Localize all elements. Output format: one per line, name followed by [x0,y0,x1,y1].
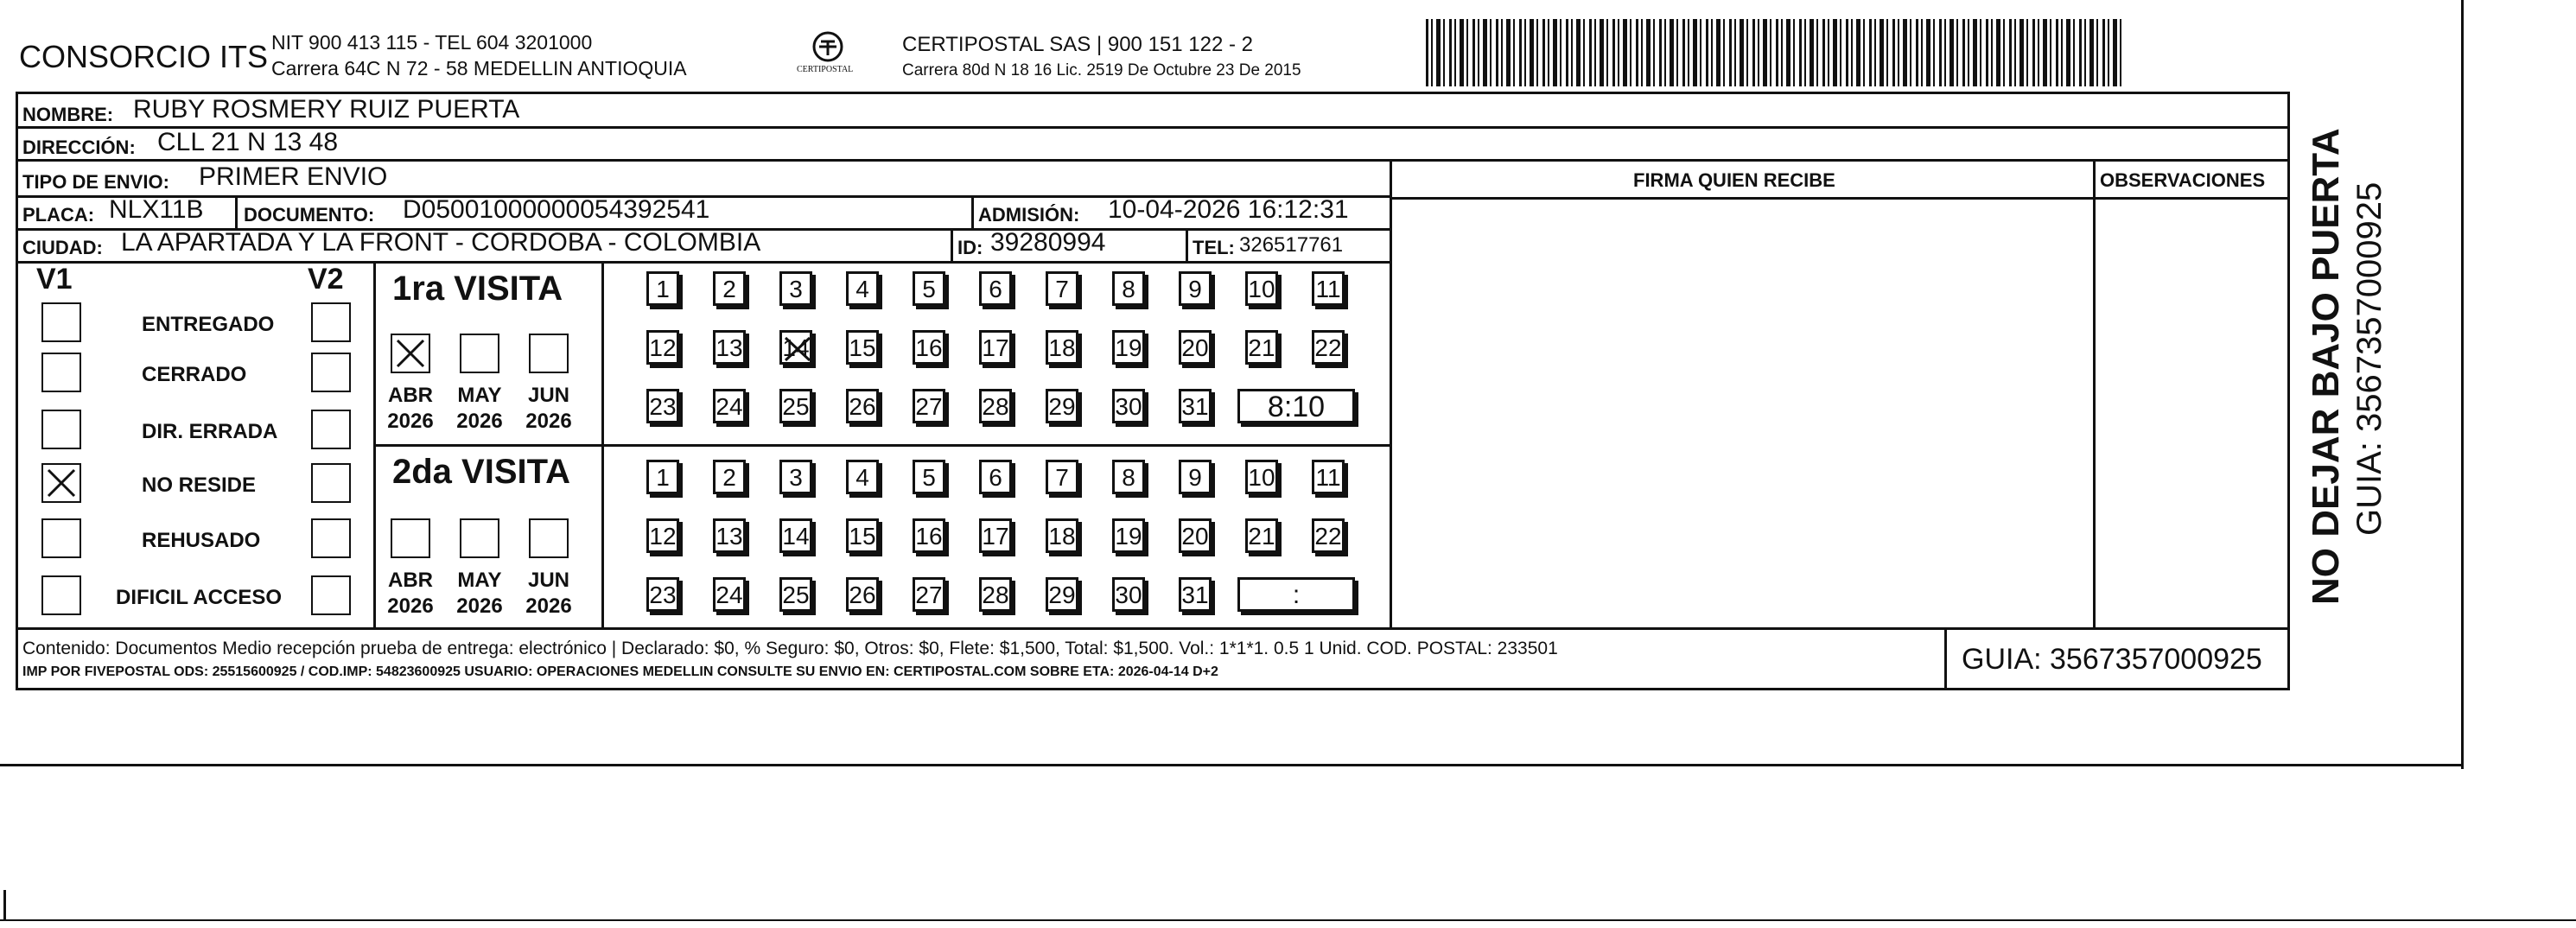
first-month-checkbox-may[interactable] [460,334,499,373]
first-month-checkbox-abr[interactable] [391,334,430,373]
first-day-16[interactable]: 16 [913,330,945,365]
v1-checkbox-dificil-acceso[interactable] [41,575,81,615]
second-day-15[interactable]: 15 [846,518,879,553]
guia-box-divider [1944,627,1947,688]
second-day-19[interactable]: 19 [1112,518,1145,553]
row-line-5 [16,261,1390,264]
second-day-8[interactable]: 8 [1112,460,1145,494]
first-day-8[interactable]: 8 [1112,271,1145,306]
ciudad-value: LA APARTADA Y LA FRONT - CORDOBA - COLOMBIA [121,228,761,257]
id-value: 39280994 [990,228,1106,257]
first-day-19[interactable]: 19 [1112,330,1145,365]
first-day-3[interactable]: 3 [779,271,812,306]
first-month-checkbox-jun[interactable] [529,334,569,373]
tipo-envio-label: TIPO DE ENVIO: [22,171,169,193]
first-day-4[interactable]: 4 [846,271,879,306]
company-address: Carrera 64C N 72 - 58 MEDELLIN ANTIOQUIA [271,57,687,79]
certipostal-address: Carrera 80d N 18 16 Lic. 2519 De Octubre 23 De 2015 [902,61,1301,79]
admision-label: ADMISIÓN: [978,204,1080,226]
status-label-entregado: ENTREGADO [142,313,275,336]
documento-label: DOCUMENTO: [244,204,375,226]
certipostal-line: CERTIPOSTAL SAS | 900 151 122 - 2 [902,33,1253,56]
second-day-9[interactable]: 9 [1179,460,1212,494]
v1-checkbox-dir-errada[interactable] [41,410,81,449]
visits-divider [373,444,1390,447]
second-month-label-abr: ABR [388,569,433,592]
placa-label: PLACA: [22,204,95,226]
first-visit-title: 1ra VISITA [392,270,563,308]
second-day-26[interactable]: 26 [846,577,879,612]
first-day-2[interactable]: 2 [713,271,746,306]
row-line-2 [16,159,2290,162]
second-day-30[interactable]: 30 [1112,577,1145,612]
company-name: CONSORCIO ITS [19,39,269,74]
placa-divider [235,195,238,228]
nombre-label: NOMBRE: [22,104,114,125]
second-day-25[interactable]: 25 [779,577,812,612]
second-day-17[interactable]: 17 [979,518,1012,553]
firma-header: FIRMA QUIEN RECIBE [1633,169,1835,191]
first-day-14[interactable]: 14 [779,330,812,365]
second-day-4[interactable]: 4 [846,460,879,494]
second-day-31[interactable]: 31 [1179,577,1212,612]
first-year-label-may: 2026 [456,410,503,433]
second-day-28[interactable]: 28 [979,577,1012,612]
scan-bottom-edge [0,919,2576,921]
second-day-29[interactable]: 29 [1046,577,1078,612]
status-label-dir-errada: DIR. ERRADA [142,420,278,443]
first-day-5[interactable]: 5 [913,271,945,306]
ciudad-label: CIUDAD: [22,237,103,258]
v2-checkbox-dir-errada[interactable] [311,410,351,449]
second-month-checkbox-abr[interactable] [391,518,430,558]
first-day-31[interactable]: 31 [1179,389,1212,423]
id-divider [951,228,953,261]
second-month-checkbox-jun[interactable] [529,518,569,558]
row-line-footer [16,627,2290,630]
first-day-24[interactable]: 24 [713,389,746,423]
footer-contenido: Contenido: Documentos Medio recepción prueba de entrega: electrónico | Declarado: $0, % Seguro: $0, Otros: $0, Flete: $1,500, Total: $1,500. Vol.: 1*1*1. 0.5 1 Unid. COD. POSTAL: 233501 [22,639,1558,658]
first-day-20[interactable]: 20 [1179,330,1212,365]
first-month-label-abr: ABR [388,384,433,407]
second-day-24[interactable]: 24 [713,577,746,612]
status-label-rehusado: REHUSADO [142,529,261,552]
tel-label: TEL: [1193,237,1235,258]
second-time-box[interactable]: : [1237,577,1355,612]
second-day-13[interactable]: 13 [713,518,746,553]
second-year-label-abr: 2026 [387,594,434,618]
second-day-1[interactable]: 1 [646,460,679,494]
first-day-21[interactable]: 21 [1245,330,1278,365]
second-day-18[interactable]: 18 [1046,518,1078,553]
frame-bottom [16,688,2290,690]
v1-checkbox-no-reside[interactable] [41,463,81,503]
v2-checkbox-entregado[interactable] [311,302,351,342]
second-day-16[interactable]: 16 [913,518,945,553]
first-day-22[interactable]: 22 [1312,330,1345,365]
first-day-10[interactable]: 10 [1245,271,1278,306]
row-line-1 [16,126,2290,129]
first-day-6[interactable]: 6 [979,271,1012,306]
first-day-25[interactable]: 25 [779,389,812,423]
documento-value: D05001000000054392541 [403,195,710,224]
status-label-cerrado: CERRADO [142,363,247,386]
certipostal-logo [793,29,862,81]
placa-value: NLX11B [109,195,204,224]
second-day-20[interactable]: 20 [1179,518,1212,553]
first-day-23[interactable]: 23 [646,389,679,423]
first-month-label-may: MAY [457,384,502,407]
second-day-5[interactable]: 5 [913,460,945,494]
first-year-label-abr: 2026 [387,410,434,433]
side-warning: NO DEJAR BAJO PUERTA [2305,128,2347,605]
v1-checkbox-cerrado[interactable] [41,353,81,392]
id-label: ID: [957,237,983,258]
page-right-edge [2461,0,2464,769]
second-day-27[interactable]: 27 [913,577,945,612]
first-time-box[interactable]: 8:10 [1237,389,1355,423]
side-guia: GUIA: 3567357000925 [2350,181,2388,536]
first-day-12[interactable]: 12 [646,330,679,365]
tel-value: 326517761 [1239,233,1344,257]
v2-checkbox-dificil-acceso[interactable] [311,575,351,615]
first-day-11[interactable]: 11 [1312,271,1345,306]
first-day-7[interactable]: 7 [1046,271,1078,306]
first-day-9[interactable]: 9 [1179,271,1212,306]
frame-left [16,92,18,690]
first-day-15[interactable]: 15 [846,330,879,365]
v2-checkbox-rehusado[interactable] [311,518,351,558]
second-day-12[interactable]: 12 [646,518,679,553]
v1-label: V1 [36,263,73,296]
tipo-envio-value: PRIMER ENVIO [199,162,388,191]
row-line-3b [1390,197,2290,200]
v2-checkbox-cerrado[interactable] [311,353,351,392]
admision-value: 10-04-2026 16:12:31 [1108,195,1349,224]
scan-left-edge [3,890,6,921]
observaciones-header: OBSERVACIONES [2100,169,2266,191]
nombre-value: RUBY ROSMERY RUIZ PUERTA [133,95,520,124]
second-month-label-may: MAY [457,569,502,592]
second-visit-title: 2da VISITA [392,453,570,491]
second-day-11[interactable]: 11 [1312,460,1345,494]
second-day-3[interactable]: 3 [779,460,812,494]
footer-imp: IMP POR FIVEPOSTAL ODS: 25515600925 / COD.IMP: 54823600925 USUARIO: OPERACIONES MEDELLIN CONSULTE SU ENVIO EN: CERTIPOSTAL.COM SOBRE ETA: 2026-04-14 D+2 [22,664,1218,679]
firma-column-left [1390,159,1392,629]
first-day-1[interactable]: 1 [646,271,679,306]
first-day-28[interactable]: 28 [979,389,1012,423]
nit-line: NIT 900 413 115 - TEL 604 3201000 [271,31,593,54]
direccion-label: DIRECCIÓN: [22,137,136,158]
guia-box: GUIA: 3567357000925 [1962,643,2262,676]
second-day-10[interactable]: 10 [1245,460,1278,494]
second-day-22[interactable]: 22 [1312,518,1345,553]
direccion-value: CLL 21 N 13 48 [157,128,339,156]
first-year-label-jun: 2026 [525,410,572,433]
second-day-14[interactable]: 14 [779,518,812,553]
frame-right [2287,92,2290,690]
logo-text: CERTIPOSTAL [797,65,854,74]
second-day-7[interactable]: 7 [1046,460,1078,494]
frame-top [16,92,2290,94]
v1-checkbox-entregado[interactable] [41,302,81,342]
status-label-no-reside: NO RESIDE [142,474,257,497]
first-day-17[interactable]: 17 [979,330,1012,365]
v2-checkbox-no-reside[interactable] [311,463,351,503]
v1-checkbox-rehusado[interactable] [41,518,81,558]
first-day-29[interactable]: 29 [1046,389,1078,423]
second-month-label-jun: JUN [527,569,569,592]
page-bottom-edge [0,764,2463,766]
status-label-dificil-acceso: DIFICIL ACCESO [116,586,283,609]
v2-label: V2 [308,263,344,296]
first-day-30[interactable]: 30 [1112,389,1145,423]
observaciones-column-left [2093,159,2096,629]
second-day-6[interactable]: 6 [979,460,1012,494]
second-month-checkbox-may[interactable] [460,518,499,558]
first-day-27[interactable]: 27 [913,389,945,423]
second-year-label-jun: 2026 [525,594,572,618]
tel-divider [1186,228,1188,261]
admision-divider [971,195,974,228]
barcode [1426,19,2121,86]
second-year-label-may: 2026 [456,594,503,618]
first-month-label-jun: JUN [527,384,569,407]
second-day-23[interactable]: 23 [646,577,679,612]
first-day-13[interactable]: 13 [713,330,746,365]
second-day-21[interactable]: 21 [1245,518,1278,553]
first-day-18[interactable]: 18 [1046,330,1078,365]
second-day-2[interactable]: 2 [713,460,746,494]
first-day-26[interactable]: 26 [846,389,879,423]
